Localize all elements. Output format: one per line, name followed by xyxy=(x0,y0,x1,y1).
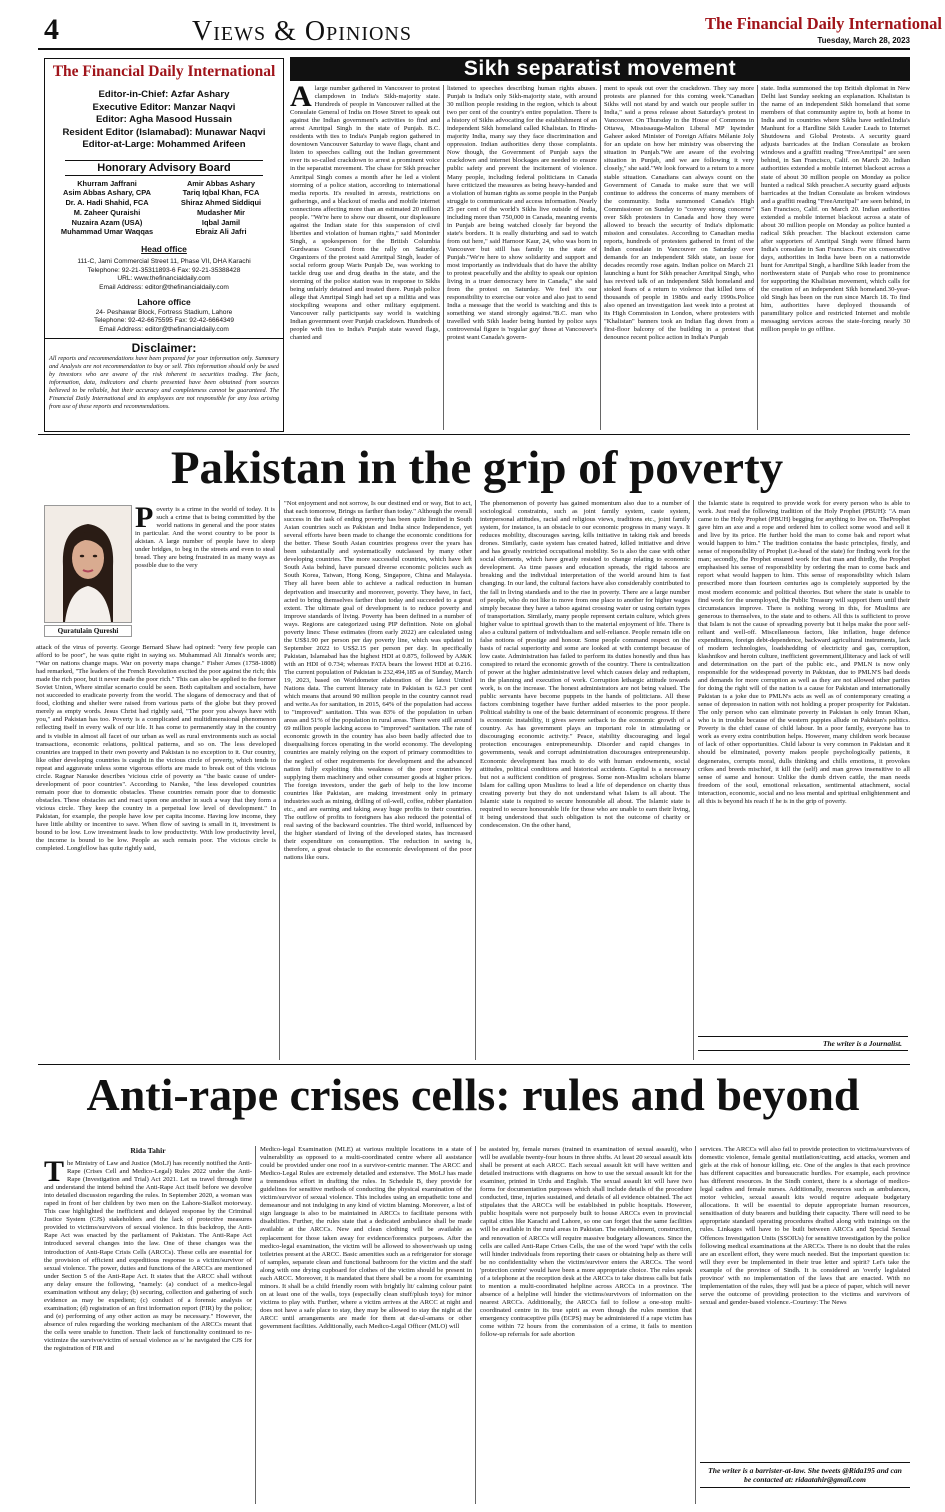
section-divider xyxy=(38,1064,910,1065)
poverty-intro xyxy=(135,506,275,644)
disclaimer-title: Disclaimer: xyxy=(45,338,283,355)
masthead-rule xyxy=(38,48,910,50)
antirape-column-3: be assisted by, female nurses (trained in examination of sexual assault), who will be available twenty-four hours in three shifts. At least 20 sexual assault kits shall be present at each ARCC. Each sexual assault kit will have written and detailed instructions with diagrams on how to use the sexual assault kit for the examiner, printed in Urdu and English. The sexual assault kit will have two forms for documentation purposes which shall include details of the procedure conducted, time, injuries sustained, and details of all evidence obtained. The act stipulates that the ARCCs will be established in public hospitals. However, public hospitals were not purposely built to house ARCCs even in provincial capital cities like Karachi and Lahore, so one can forget that the same facilities will be available in the rural areas in Pakistan. The establishment, construction, and renovation of ARCCs will require massive budgetary allowances. Since the cells are called Anti-Rape Crises Cells, the use of the word 'rape' with the cells will hinder individuals from reporting their cases or obtaining help as there will be no confidentiality when the victim/survivor enters the ARCCs. The word 'protection centre' would have been a more appropriate choice. The rules speak of a telephone at the reception desk at the ARCCs to take distress calls but fails to mention a multi-coordinated helpline across ARCCs in a province. The absence of a helpline will hinder the victims/survivors of information on the nearest ARCCs. Additionally, the ARCCs fail to follow a one-stop multi-coordinated centre in its true spirit as even though the rules mention that emergency contraceptive pills (ECPS) may be administered if a rape victim has come within 72 hours from the commission of a crime, it fails to mention follow-up referrals for safe abortion xyxy=(480,1146,692,1339)
section-title: Views & Opinions xyxy=(192,16,412,47)
poverty-headline: Pakistan in the grip of poverty xyxy=(170,442,784,494)
advisory-left-column xyxy=(51,179,163,238)
lahore-office-details xyxy=(45,309,283,334)
antirape-footer-note: The writer is a barrister-at-law. She tweets @Rida195 and can be contacted at: ridaatahir@gmail.com xyxy=(700,1462,910,1488)
advisor-name: Mudasher Mir xyxy=(196,207,246,217)
poverty-column-2: "Not enjoyment and not sorrow, Is our destined end or way, But to act, that each tomorrow, Brings us farther than today." Although the overall success in the task of ending poverty has been quite limited in South Asian countries such as Pakistan and India since Independence, yet several efforts have been made to change the economic conditions for the better. These South Asian countries progress over the years has been substantially and systematically outclassed by many other developing countries. The more successful countries, which have left South Asia behind, have pursued diverse economic policies such as South Korea, Taiwan, Hong Kong, Singapore, China and Malaysia. They all have been able to achieve a radical reduction in human deprivation and insecurity and moreover, poverty. They have, in fact, acted to bring themselves farther than today and succeeded to a great extent. The ultimate goal of development is to reduce poverty and improve standards of living. Poverty has been defined in a number of ways. Regions are categorized using PIP definition. Note on global poverty lines: These estimates (from early 2022) are calculated using the US$1.90 per person per day poverty line, which was updated in September 2022 to US$2.15 per person per day. In specifically Pakistan, Islamabad has the highest HDI at 0.875, followed by AJ&K with an HDI of 0.734; whereas FATA bears the lowest HDI at 0.216. The current population of Pakistan is 232,494,185 as of Sunday, March 19, 2023, based on Worldometer elaboration of the latest United Nations data. The current literacy rate in Pakistan is 62.3 per cent which means that around 90 million people in the country cannot read and write.As for sanitation, in 2015, 64% of the population had access to "improved" sanitation. This was 83% of the population in urban areas and 51% of the population in rural areas. There were still around 69 million people lacking access to "improved" sanitation. The rate of economic growth in the country has also been badly affected due to disequalising forces operating in the world economy. The developing countries are mainly relying on the export of primary commodities to the neglect of other requirements for development and the advanced nation fully exploiting this weakness of the poor countries by supplying them machinery and other consumer goods at higher prices. The foreign investors, under the garb of help to the low income countries like Pakistan, are making investment only in primary industries such as mining, drilling of oil-well, coffee, rubber plantation etc., and are earning and taking away huge profits to their countries. The outflow of profits to foreigners has also reduced the potential of real saving of the backward countries. The third world, influenced by the higher standard of living of the developed states, has increased their expenditure on consumption. The reduction in saving is, therefore, a great obstacle to the economic development of the poor nations like ours. xyxy=(284,500,472,862)
antirape-column-4: services. The ARCCs will also fail to provide protection to victims/survivors of domestic violence, female genital mutilation/cutting, acid attacks, women and girls at the risk of honour killing, etc. One of the angles is that each province has different capacities and bureaucratic hurdles. For example, each province has different resources. In the Sindh context, there is a shortage of medico-legal cadres and female nurses. Additionally, resources such as ambulances, motor vehicles, sexual assault kits would require adequate budgetary allocations. It will be essential to depute appropriate human resources, sensitisation of duty bearers and building their capacity. There will need to be appropriate standard operating procedures drafted along with trainings on the rules. Linkages will have to be built between ARCCs and Special Sexual Offences Investigation Units (SSOIUs) for sensitive investigation by the police following medical examinations at the ARCCs. There is no doubt that the rules are an excellent effort, they were much needed. But the important question is: will they ever be implemented in their true letter and spirit? Let's take the example of the province of Sindh. It is considered an 'overly legislated province' with no implementation of the laws that are enacted. With no implementation of the rules, they will just be a piece of paper, which will never serve the outcome of providing protection to the victims and survivors of sexual and gender-based violence.-Courtesy: The News xyxy=(700,1146,910,1306)
staff-paper-name: The Financial Daily International xyxy=(52,63,276,80)
lahore-office-line: Telephone: 92-42-6675595 Fax: 92-42-6664349 xyxy=(93,317,235,325)
staff-box xyxy=(44,58,284,432)
antirape-dropcap: T xyxy=(44,1160,65,1188)
head-office-line: Email Address: editor@thefinancialdaily.com xyxy=(99,283,229,291)
poverty-column-3: The phenomenon of poverty has gained momentum also due to a number of sociological constraints, such as joint family system, caste system, interpersonal attitudes, racial and religious views, traditions etc., joint family system, for instance, is an obstacle to our economic progress in many ways. It reduces mobility, discourages saving, kills initiative in taking risk and breeds drones. Similarly, caste system has created hatred, killed initiative and drive and has greatly restricted occupational mobility. So is also the case with other social elements, which have greatly resisted to change relating to economic development. As time passes and education spreads, the rigid taboos are breaking and the individual interpretation of the world around him is fast changing. In our land, the cultural factors have also considerably contributed to the fall in living standards and to the rise in poverty. There are a large number of people, who do not like to move from one place to another for higher wages simply because they have a taboo against crossing water or using certain types of transportation. Similarly, many people represent certain culture, which gives higher value to spiritual growth than to the material enjoyment of life. There is also a cultural pattern of individualism and self-reliance. People remain idle on false notions of prestige and honour. Some people command respect on the basis of racial superiority and some are looked at with contempt because of low caste. Administration has failed to perform its duties honestly and thus has conspired to retard the economic growth of the country. There is centralization of power at the higher administrative level which causes delay and redtapism, in the planning and execution of work. Corruption lethargic attitude towards work, is on the increase. The honest administrators are not being valued. The public servants have become puppets in the hands of politicians. All these factors combining together have further added miseries to the poor people. Political stability is one of the basic determinant of economic progress. If there is economic instability, it gives severe setback to the economic growth of a country. As has government plays an important role in stimulating or discouraging economic activity." Peace, stability discouraging and legal protection encourages entrepreneurship. Disorder and rapid changes in governments, weak and corrupt administration discourages entrepreneurship. Economic development has much to do with human endowments, social attitudes, political conditions and historical accidents. Capital is a necessary but not a sufficient condition of progress. Some non-Muslim scholars blame Islam for calling upon Muslims to lead a life of dependence on charity thus creating poverty but they do not understand what Islam is all about. The Islamic state is required to secure honourable all about. The Islamic state is required to secure honourable life for those who are unable to earn their living, it being understood that such obligation is not the outcome of charity or condescension. On the other hand, xyxy=(480,500,690,829)
advisory-right-column xyxy=(165,179,277,238)
sikh-column-2: listened to speeches describing human rights abuses. Punjab is India's only Sikh-majority state, with around 30 million people residing in the region, which is about two per cent of the country's entire population. There is a history of Sikhs advocating for the establishment of an independent Sikh homeland called Khalistan. In Hindu-majority India, many say they face discrimination and oppression. Indian authorities deny those complaints. Now though, the Government of Punjab says the crackdown and internet blockages are needed to ensure public safety and prevent the incitement of violence. Many people, including federal politicians in Canada have criticized the measures as being heavy-handed and a violation of human rights as some people in the Punjab struggle to communicate and access information. Nearly 25 per cent of the world's Sikhs live outside of India, including more than 750,000 in Canada, meaning events in Punjab are being watched closely far beyond the state's borders. It is really disturbing and sad to watch from out here," said Harnoor Kaur, 24, who was born in Vancouver but still has family in the state of Punjab."We're here to show solidarity and support and most importantly as individuals that do have the ability to protest peacefully and the ability to speak our opinion living in a truer democracy here in Canada," she said from the protest on Saturday. We feel it's our responsibility to exercise our voice and also just to send India a message that the world is watching and this is something we stand strongly against."B.C. man who travelled with Sikh leader being hunted by police says controversial figure is 'regular guy' those at Vancouver's protest want Canada's govern- xyxy=(447,85,597,342)
masthead-date: Tuesday, March 28, 2023 xyxy=(817,36,910,45)
poverty-column-1: attack of the virus of poverty. George Bernard Shaw had opined: "very few people can afford to be poor", he was quite right in saying so. Muhammad Ali Jinnah's words are; "War on nations change maps. War on poverty maps change." Fisher Ames (1758-1808) had remarked, "The leaders of the French Revolution excited the poor against the rich; this made the rich poor, but it never made the poor rich." This can also be applied to the former Soviet Union, Where similar scenario could be seen. Both capitalism and socialism, have not succeeded to eradicate poverty from the world. The slogans of democracy and that of food, clothing and shelter were raised from various parts of the globe but they proved merely as empty words. Jesus Christ had rightly said, "The poor you always have with you," and Pakistan has too. Poverty is a complicated and multidimensional phenomenon reflecting itself in every walk of our life. It has come to permanently stay in the country and is visible in almost all facet of our urban as well as rural environments such as social transactions, economic relations, political patterns, and so on. The less developed countries are trapped in their own poverty and Pakistan is no exception to it. Our country, like other developing countries is caught in the vicious circle of poverty, which tends to repeat and aggravate unless some vigorous efforts are made to break out of this vicious circle. Ragnar Naraske describes 'vicious cirle of poverty as "the basic cause of under-development of poor countries". According to Narske, "the less developed countries remain poor due to domestic obstacles. These countries remain poor due to domestic obstacles. These obstacles act and react upon one another in such a way that they form a vicious circle. They keep the country in a perpetual low level of development." In Pakistan, for example, the people have low per capita income. Having low income, they have little ability or incentive to save. When flow of saving is small in it, investment is bound to be low. Low investment leads to low productivity. With low productivity level, the income is bound to be low. People as such remain poor. The vicious circle is completed. Longfellow has quite rightly said, xyxy=(36,644,276,853)
lahore-office-title: Lahore office xyxy=(137,296,191,307)
advisory-board-names xyxy=(45,179,283,238)
editor-line: Editor: Agha Masood Hussain xyxy=(95,114,233,125)
poverty-intro-text: overty is a crime in the world of today. It is such a crime that is being committed by the world nations in general and the poor states in particular. And the worst country to be poor is akistan. A large number of people have to sleep under bridges, to beg in the streets and even to steal bread. They are being frustrated in as many ways as possible due to the very xyxy=(135,506,275,570)
advisor-name: Asim Abbas Ashary, CPA xyxy=(63,188,151,198)
poverty-footer-note: The writer is a Journalist. xyxy=(698,1036,908,1051)
advisor-name: Nuzaira Azam (USA) xyxy=(71,217,143,227)
advisor-name: Shiraz Ahmed Siddiqui xyxy=(180,198,262,208)
editor-line: Editor-at-Large: Mohammed Arifeen xyxy=(82,139,246,150)
sikh-column-4: state. India summoned the top British diplomat in New Delhi last Sunday seeking an explanation. Khalistan is the name of an independent Sikh homeland that some members of that community aspire to, both at home in India and in countries where Sikhs have settled.India's Manhunt for a Hardline Sikh Leader Leads to Internet Shutdowns and Global Protests. A security guard adjusts barricades at the Indian Consulate as broken windows and a graffiti reading "FreeAmritpal" are seen behind, in San Francisco, Calif. on March 20. Indian authorities extended a mobile internet blackout across a state of about 30 million people on Monday as police hunted a radical Sikh preacher.A security guard adjusts barricades at the Indian Consulate as broken windows and a graffiti reading "FreeAmritpal" are seen behind, in San Francisco, Calif. on March 20. Indian authorities extended a mobile internet blackout across a state of about 30 million people on Monday as police hunted a radical Sikh preacher. The blackout extension came after supporters of Amritpal Singh were filmed harm India's consulate in San Francisco. For six consecutive days, authorities in India have been on a nationwide hunt for Amritpal Singh, a hardline Sikh leader from the northwestern state of Punjab who rose to prominence for supporting the Khalistan movement, which calls for the creation of an independent Sikh homeland.30-year-old Singh has been on the run since March 18. To find him, authorities have deployed thousands of paramilitary police and restricted Internet and mobile messaging services across the state-forcing nearly 30 million people to go offline. xyxy=(761,85,910,334)
advisor-name: Amir Abbas Ashary xyxy=(186,178,256,188)
antirape-column-1-text: he Ministry of Law and Justice (MoLJ) has recently notified the Anti-Rape (Crises Cell and Medico-Legal) Rules 2022 under the Anti-Rape (Investigation and Trial) Act 2021. Let us travel through time and understand the intend behind the Anti-Rape Act itself before we devolve into detailed discussion regarding the rules. In September 2020, a woman was raped in front of her children by two men on the Lahore-Sialkot motorway. This case highlighted the inefficient and delayed response by the Criminal Justice System (CJS) stakeholders and the lack of protective measures provided to victims/survivors of sexual violence. In this backdrop, the Anti-Rape Act was enacted by the parliament of Pakistan. The Anti-Rape Act introduced several changes into the law. One of these changes was the introduction of Anti-Rape Crisis Cells (ARCCs). These cells are essential for the provision of efficient and expeditious response to a victim/survivor of sexual violence. The power, duties and functions of the ARCCs are mentioned under Section 5 of the Anti-Rape Act. It states that the ARCC shall without any delay ensure the following, "namely: (a) conduct of a medico-legal examination without any delay; (b) securing, collection and gathering of such evidence as may be expedient; (c) conduct of a forensic analysis or examination; (d) registration of an first information report (FIR) by the police; and (e) performing of any other action as may be necessary." However, the absence of rules regarding the working mechanism of the ARCCs meant that the cells were unable to function. Their lack of functionality continued to re-victimize the survivor/victim of sexual violence as s/ he navigated the CJS for the registration of FIR and xyxy=(44,1160,252,1353)
sikh-column-3: ment to speak out over the crackdown. They say more protests are planned for this coming week."Canadian Sikhs will not stand by and watch our people suffer in India," said a press release about Saturday's protest in Vancouver. On Thursday in the House of Commons in Ottawa, Mississauga-Malton Liberal MP Iqwinder Gaheer asked Minister of Foreign Affairs Mélanie Joly for an update on how her ministry was observing the situation in Punjab."We are aware of the evolving situation in Punjab, and we are following it very closely," she said."We look forward to a return to a more stable situation. Canadians can always count on the Government of Canada to make sure that we will continue to address the concerns of many members of the community. India summoned Canada's High Commissioner on Sunday to "convey strong concerns" over Sikh protesters in Canada and how they were allowed to breach the security of India's diplomatic mission and consulates. According to Canadian media reports, hundreds of protesters gathered in front of the Indian consulate in Vancouver on Saturday over demands for an independent Sikh state, an issue for decades recently rose again. Indian police on March 21 launching a hunt for Sikh preacher Amritpal Singh, who has revived talk of an independent Sikh homeland and stoked fears of a return to violence that killed tens of thousands of people in 1980s and early 1990s.Police also opened an investigation last week into a protest at its High Commission in London, where protesters with "Khalistan" banners took an Indian flag down from a first-floor balcony of the building in a protest that denounce recent police action in India's Punjab xyxy=(604,85,754,342)
editors-list xyxy=(45,89,283,152)
antirape-column-1 xyxy=(44,1160,252,1504)
advisor-name: Muhammad Umar Waqqas xyxy=(60,227,154,237)
masthead-paper-name: The Financial Daily International xyxy=(705,14,942,33)
head-office-line: Telephone: 92-21-35311893-6 Fax: 92-21-35388428 xyxy=(87,266,241,274)
editor-line: Executive Editor: Manzar Naqvi xyxy=(92,101,236,113)
section-divider xyxy=(38,434,910,435)
sikh-column-1 xyxy=(290,85,440,430)
advisor-name: Dr. A. Hadi Shahid, FCA xyxy=(65,198,149,208)
advisor-name: Iqbal Jamil xyxy=(201,217,241,227)
column-rule xyxy=(693,500,694,1060)
column-rule xyxy=(255,1146,256,1504)
column-rule xyxy=(600,85,601,430)
column-rule xyxy=(695,1146,696,1504)
column-rule xyxy=(757,85,758,430)
editor-line: Editor-in-Chief: Azfar Ashary xyxy=(98,89,230,100)
sikh-column-1-text: large number gathered in Vancouver to protest clampdown in India's Sikh-majority state. Hundreds of people in Vancouver rallied at the Consulate General of India on Howe Street to speak out against the Indian government's activities to find and arrest Amritpal Singh in the state of Punjab. B.C. residents with ties to India's Punjab region gathered in downtown Vancouver Saturday to wave flags, chant and listen to speeches calling out the Indian government over its so-called crackdown to arrest a prominent voice in the separatist movement. The chase for Sikh preacher Amritpal Singh comes a month after he led a violent storming of a police station, according to international media reports. It's resulted in arrests, restrictions on gatherings, and a blackout of media and mobile internet connections affecting more than an estimated 20 million people. "We're here to show our dissent, our displeasure against the Indian state for this suspension of civil liberties and violation of human rights," said Moninder Singh, a spokesperson for the British Columbia Gurdwaras Council from the rally on Saturday. Organizers of the protest said Amritpal Singh, leader of social reform group Waris Punjab De, was working to tackle drug use and drug deaths in the state, and the storming of the police station was in response to Sikhs being unfairly detained and treated there. Punjab police allege that Amritpal Singh had set up a militia and was stockpiling weapons and other military equipment. Vancouver rally participants say world is watching Indian government over Punjab crackdown. Hundreds of people with ties to India's Punjab state waved flags, chanted and xyxy=(290,85,440,342)
author-photo xyxy=(44,505,132,623)
antirape-byline: Rida Tahir xyxy=(130,1146,166,1155)
antirape-headline: Anti-rape crises cells: rules and beyond xyxy=(86,1069,860,1120)
poverty-column-4: the Islamic state is required to provide work for every person who is able to work. Just read the following tradition of the Holy Prophet (PBUH): "A man came to the Holy Prophet (PBUH) begging for anything to live on. TheProphet gave him an axe and a rope and ordered him to collect some wood and sell it and live by its price. He further hold the man to come bak and report what would happen to him." The tradition contains the basic principles, firstly, and sense of responsibility of Prophet (i.e-head of the state) for finding work for the man; secondly, the Prophet ensured work for that man and thirdly, the Prophet emphasised his sense of responsibility by ordering the man to come back and report what would happen to him. This sense of responsibility which Islam prescribed more than fourteen centuries ago is completely supported by the most modern economic and political theories. But where the state is unable to find work for the unemployed, the Public Treasury will support them until their circumstances improve. There is nothing wrong in this, for Muslims are generous to themselves, to the state and to others. All this is sufficient to prove that Islam is not the cause of spreading poverty but it helps make the poor self-reliant and well-off. Miscellaneous factors, like inflation, huge defence expenditures, foreign debt-dependence, backward agricultural instruments, lack of modern technologies, loadshedding of electricity and gas, corruption, klashnikov and heroin culture, inefficient government,illiteracy and lack of will and determination on the part of the public etc., and PMLN is now only responsible for the widespread poverty in Pakistan, due to PMLN'S bad deeds and demands for more corruption as well as they are not allowed other parties for doing the right will of the nation is a cause for Pakistan and internationally Pakistan is a joke due to PMLN's acts as well as of contemporary creating a sense of depression in nation with not holding a proper prosperity for Pakistan. The only person who can eliminate poverty in Pakistan is only Imran Khan, who is in trouble because of the western puppies allude on Pakistan's politics. Poverty is the chief cause of child labour. In a poor family, everyone has to work as every extra contribution helps. However, many children work because of lack of other opportunities. Child labour is very common in Pakistan and it should be eliminated, poverty makes people psychologically patients, it degenerates, corrupts moral, dulls thinking and chills emotions, it provokes crikes and breeds mischief, it kill the (self) and man grows insensitive to all sense of same and honour. Unlike the dumb driven cattle, the man needs freedom of the soul, emotional relaxation, sentimental attachment, social interaction, economic, social and no less mental and spiritual enlightenment and all this is beyond his reach if he is in the grip of poverty. xyxy=(698,500,910,805)
sikh-dropcap: A xyxy=(290,85,312,113)
lahore-office-line: Email Address: editor@thefinancialdaily.com xyxy=(99,325,229,333)
page-number: 4 xyxy=(44,13,59,46)
lahore-office-line: 24- Peshawar Block, Fortress Stadium, Lahore xyxy=(95,308,233,316)
advisor-name: Ebraiz Ali Jafri xyxy=(195,227,247,237)
advisor-name: Tariq Iqbal Khan, FCA xyxy=(182,188,260,198)
advisory-board-title: Honorary Advisory Board xyxy=(65,160,263,176)
column-rule xyxy=(475,1146,476,1504)
column-rule xyxy=(443,85,444,430)
head-office-line: URL: www.thefinancialdaily.com xyxy=(117,275,211,283)
editor-line: Resident Editor (Islamabad): Munawar Naqvi xyxy=(62,126,266,138)
advisor-name: M. Zaheer Quraishi xyxy=(73,207,141,217)
disclaimer-text: All reports and recommendations have been prepared for your information only. Summary and Analysis are not recommendation to buy or sell. This information should only be used by investors who are aware of the risk inherent in securities trading. The facts, information, data, indicators and charts presented have been obtained from sources believed to be reliable, but their accuracy and completeness cannot be guaranteed. The Financial Daily International and its employees are not responsible for any loss arising from use of these reports and recommendations. xyxy=(49,355,279,410)
antirape-column-2: Medico-legal Examination (MLE) at various multiple locations in a state of vulnerability as opposed to a multi-coordinated centre where all assistance could be provided under one roof in a survivor-centric manner. The ARCC and Medico-Legal Rules are extremely detailed and extensive. The MoLJ has made a tremendous effort in drafting the rules. In Schedule B, they provide for guidelines for sensitive methods of conducting the physical examination of the victim/survivor of sexual violence. This includes using an empathetic tone and demeanour and not indulging in any kind of victim blaming. Moreover, a list of sign language is also to be maintained in ARCCs to facilitate persons with disabilities. Further, the rules state that a dedicated ambulance shall be made available at the ARCCs. New and clean clothing will be available as replacement for those taken away for evidence/forensics purposes. After the medico-legal examination, the victim will be allowed to shower/wash up using toiletries present at the ARCC. Basic amenities such as a refrigerator for storage of samples, separate clean and functional bathroom for the victim and the staff along with one drying cupboard for clothes of the victim should be present in each ARCC. Moreover, it is mandated that there shall be a room for examining minors. It shall be a child friendly room with brightly lit/ calming colour paint on at least one of the walls, toys (especially clean stuff/plush toys) for minor victims to play with. Further, where a victim arrives at the ARCC at night and does not have a safe place to stay, they may be allowed to stay the night at the ARCC until arrangements are made for them at dar-ul-amans or other government facilities. Additionally, each Medico-Legal Officer (MLO) will xyxy=(260,1146,472,1331)
advisor-name: Khurram Jaffrani xyxy=(77,178,137,188)
head-office-title: Head office xyxy=(141,244,187,255)
author-portrait-icon xyxy=(45,506,131,622)
poverty-dropcap: P xyxy=(135,506,154,534)
head-office-line: 111-C, Jami Commercial Street 11, Phase VII, DHA Karachi xyxy=(77,258,251,266)
head-office-details xyxy=(45,258,283,292)
author-caption: Quratulain Qureshi xyxy=(44,625,132,637)
column-rule xyxy=(279,500,280,1060)
column-rule xyxy=(475,500,476,1060)
sikh-headline: Sikh separatist movement xyxy=(290,57,910,81)
